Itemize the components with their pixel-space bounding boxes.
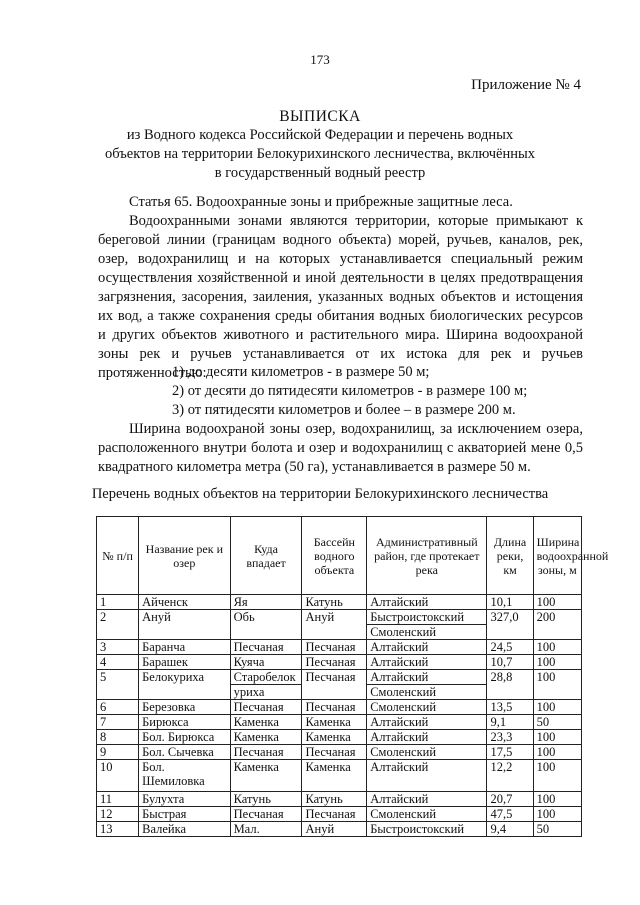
document-subtitle: из Водного кодекса Российской Федерации и перечень водных объектов на территории Белокурихинского лесничества, включённых в государственный водный реестр	[105, 127, 535, 181]
cell-basin: Каменка	[302, 715, 367, 730]
cell-flows-into: Каменка	[230, 730, 302, 745]
cell-length: 327,0	[487, 610, 533, 640]
cell-district: Алтайский	[367, 792, 487, 807]
cell-name: Ануй	[139, 610, 230, 640]
cell-zone-width: 200	[533, 610, 581, 640]
cell-zone-width: 50	[533, 715, 581, 730]
cell-district: Смоленский	[367, 685, 487, 700]
cell-district: Быстроистокский	[367, 610, 487, 625]
cell-flows-into: Песчаная	[230, 700, 302, 715]
cell-flows-into: Мал.	[230, 822, 302, 837]
cell-name-line: Шемиловка	[142, 774, 205, 788]
table-row	[97, 595, 582, 610]
cell-district: Алтайский	[367, 640, 487, 655]
list-item: 1) до десяти километров - в размере 50 м;	[172, 364, 430, 380]
header-number: № п/п	[97, 517, 139, 595]
cell-district: Алтайский	[367, 595, 487, 610]
header-flows-into: Куда впадает	[230, 517, 302, 595]
table-row	[97, 730, 582, 745]
cell-zone-width: 100	[533, 700, 581, 715]
table-row	[97, 822, 582, 837]
cell-length: 9,1	[487, 715, 533, 730]
cell-name: Валейка	[139, 822, 230, 837]
cell-name: Бол. Сычевка	[139, 745, 230, 760]
cell-name: Баранча	[139, 640, 230, 655]
cell-district: Быстроистокский	[367, 822, 487, 837]
list-item: 3) от пятидесяти километров и более – в размере 200 м.	[172, 402, 516, 418]
table-row	[97, 807, 582, 822]
cell-basin: Песчаная	[302, 700, 367, 715]
cell-number: 12	[97, 807, 139, 822]
cell-name-line: Бол.	[142, 760, 165, 774]
cell-number: 7	[97, 715, 139, 730]
page-number: 173	[310, 52, 330, 67]
cell-zone-width: 50	[533, 822, 581, 837]
cell-flows-into: уриха	[230, 685, 302, 700]
cell-number: 5	[97, 670, 139, 700]
cell-basin: Песчаная	[302, 670, 367, 700]
table-header-row	[97, 517, 582, 595]
table-row	[97, 640, 582, 655]
cell-name: Березовка	[139, 700, 230, 715]
cell-number: 11	[97, 792, 139, 807]
cell-length: 10,1	[487, 595, 533, 610]
cell-basin: Катунь	[302, 595, 367, 610]
header-zone-width: Ширина водоохранной зоны, м	[533, 517, 581, 595]
cell-name	[139, 760, 230, 792]
header-length: Длина реки, км	[487, 517, 533, 595]
paragraph-1: Водоохранными зонами являются территории, которые примыкают к береговой линии (границам водного объекта) морей, ручьев, каналов, рек, озер, водохранилищ и на которых устанавливается специальный режим осуществления хозяйственной и иной деятельности в целях предотвращения загрязнения, засорения, заиления, указанных водных объектов и истощения их вод, а также сохранения среды обитания водных биологических ресурсов и других объектов животного и растительного мира. Ширина водоохраной зоны рек и ручьев устанавливается от их истока для рек и ручьев протяженностью:	[98, 213, 583, 381]
cell-zone-width: 100	[533, 730, 581, 745]
cell-zone-width: 100	[533, 640, 581, 655]
cell-district: Смоленский	[367, 745, 487, 760]
cell-zone-width: 100	[533, 745, 581, 760]
table-row	[97, 760, 582, 792]
cell-number: 10	[97, 760, 139, 792]
cell-flows-into: Каменка	[230, 760, 302, 792]
cell-zone-width: 100	[533, 670, 581, 700]
cell-district: Алтайский	[367, 655, 487, 670]
cell-district: Алтайский	[367, 760, 487, 792]
cell-district: Смоленский	[367, 700, 487, 715]
cell-flows-into: Обь	[230, 610, 302, 640]
cell-flows-into: Старобелок	[230, 670, 302, 685]
cell-name: Бирюкса	[139, 715, 230, 730]
cell-length: 13,5	[487, 700, 533, 715]
table-row	[97, 745, 582, 760]
cell-basin: Ануй	[302, 610, 367, 640]
cell-name: Айченск	[139, 595, 230, 610]
cell-length: 10,7	[487, 655, 533, 670]
cell-number: 6	[97, 700, 139, 715]
cell-zone-width: 100	[533, 807, 581, 822]
article-heading: Статья 65. Водоохранные зоны и прибрежные защитные леса.	[129, 194, 513, 210]
cell-flows-into: Песчаная	[230, 807, 302, 822]
cell-zone-width: 100	[533, 760, 581, 792]
cell-length: 17,5	[487, 745, 533, 760]
cell-district: Алтайский	[367, 670, 487, 685]
cell-basin: Каменка	[302, 760, 367, 792]
cell-zone-width: 100	[533, 655, 581, 670]
cell-length: 12,2	[487, 760, 533, 792]
cell-flows-into: Катунь	[230, 792, 302, 807]
cell-name: Булухта	[139, 792, 230, 807]
table-title: Перечень водных объектов на территории Белокурихинского лесничества	[91, 486, 549, 502]
cell-name: Бол. Бирюкса	[139, 730, 230, 745]
cell-number: 2	[97, 610, 139, 640]
cell-name: Белокуриха	[139, 670, 230, 700]
cell-basin: Песчаная	[302, 655, 367, 670]
cell-district: Алтайский	[367, 715, 487, 730]
cell-flows-into: Песчаная	[230, 640, 302, 655]
cell-flows-into: Песчаная	[230, 745, 302, 760]
cell-number: 1	[97, 595, 139, 610]
cell-basin: Песчаная	[302, 640, 367, 655]
cell-length: 20,7	[487, 792, 533, 807]
cell-basin: Песчаная	[302, 807, 367, 822]
appendix-label: Приложение № 4	[471, 77, 581, 93]
cell-length: 9,4	[487, 822, 533, 837]
water-objects-table	[96, 516, 609, 837]
cell-district: Смоленский	[367, 625, 487, 640]
cell-length: 47,5	[487, 807, 533, 822]
cell-flows-into: Куяча	[230, 655, 302, 670]
document-title: ВЫПИСКА	[279, 108, 361, 125]
cell-number: 3	[97, 640, 139, 655]
cell-basin: Ануй	[302, 822, 367, 837]
cell-basin: Катунь	[302, 792, 367, 807]
cell-number: 8	[97, 730, 139, 745]
paragraph-2: Ширина водоохраной зоны озер, водохранилищ, за исключением озера, расположенного внутри болота и озер и водохранилищ с акваторией мене 0,5 квадратного километра метра (50 га), устанавливается в размере 50 м.	[98, 421, 583, 475]
list-item: 2) от десяти до пятидесяти километров - в размере 100 м;	[172, 383, 528, 399]
table-row	[97, 700, 582, 715]
cell-length: 23,3	[487, 730, 533, 745]
header-basin: Бассейн водного объекта	[302, 517, 367, 595]
cell-district: Алтайский	[367, 730, 487, 745]
cell-number: 9	[97, 745, 139, 760]
cell-flows-into: Яя	[230, 595, 302, 610]
table-row	[97, 715, 582, 730]
table-row	[97, 655, 582, 670]
cell-length: 28,8	[487, 670, 533, 700]
cell-name: Барашек	[139, 655, 230, 670]
cell-zone-width: 100	[533, 595, 581, 610]
table-row	[97, 610, 582, 625]
table-row	[97, 670, 582, 685]
cell-district: Смоленский	[367, 807, 487, 822]
cell-flows-into: Каменка	[230, 715, 302, 730]
cell-number: 13	[97, 822, 139, 837]
cell-length: 24,5	[487, 640, 533, 655]
table-row	[97, 792, 582, 807]
cell-basin: Песчаная	[302, 745, 367, 760]
cell-name: Быстрая	[139, 807, 230, 822]
cell-zone-width: 100	[533, 792, 581, 807]
header-district: Административный район, где протекает река	[367, 517, 487, 595]
header-name: Название рек и озер	[139, 517, 230, 595]
cell-number: 4	[97, 655, 139, 670]
cell-basin: Каменка	[302, 730, 367, 745]
